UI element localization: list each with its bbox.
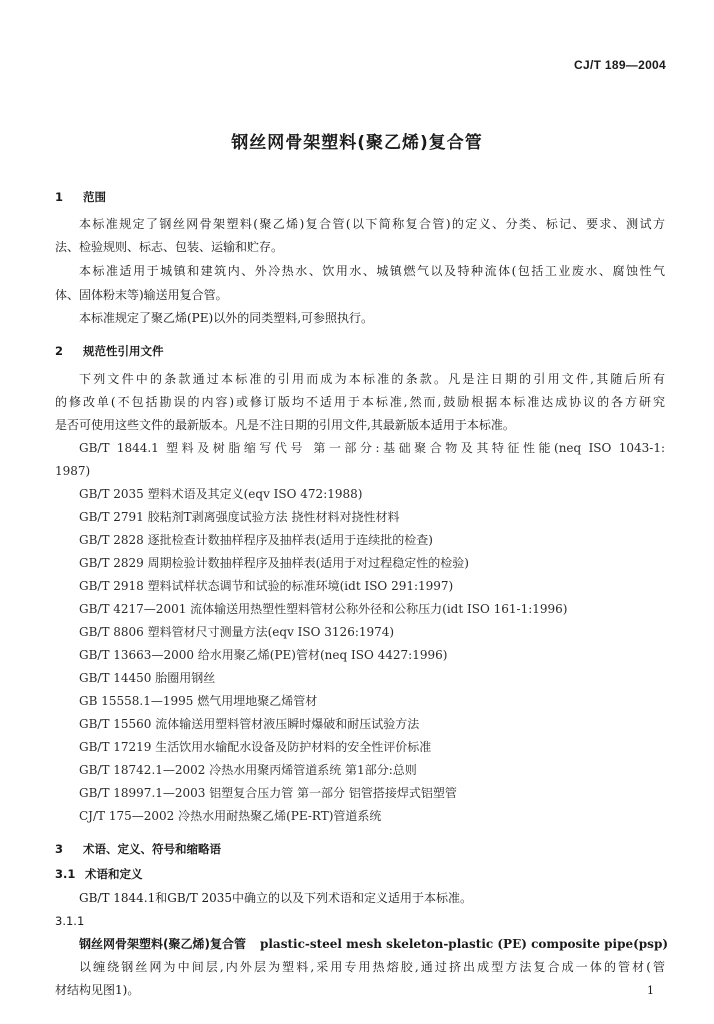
reference-item: GB/T 2035 塑料术语及其定义(eqv ISO 472:1988) bbox=[79, 487, 363, 501]
scope-paragraph-2-line-1: 本标准适用于城镇和建筑内、外冷热水、饮用水、城镇燃气以及特种流体(包括工业废水、腐蚀性气 bbox=[79, 264, 665, 278]
scope-paragraph-2-line-2: 体、固体粉末等)输送用复合管。 bbox=[55, 288, 228, 302]
reference-item: GB/T 2829 周期检验计数抽样程序及抽样表(适用于对过程稳定性的检验) bbox=[79, 556, 469, 570]
clause-number: 3.1.1 bbox=[55, 914, 85, 928]
reference-item: GB/T 4217—2001 流体输送用热塑性塑料管材公称外径和公称压力(idt ISO 161-1:1996) bbox=[79, 602, 568, 616]
section-number: 1 bbox=[55, 190, 64, 204]
scope-paragraph-1-line-2: 法、检验规则、标志、包装、运输和贮存。 bbox=[55, 240, 284, 254]
section-title: 范围 bbox=[83, 190, 106, 204]
reference-item: GB/T 2918 塑料试样状态调节和试验的标准环境(idt ISO 291:1997) bbox=[79, 579, 454, 593]
section-1-heading bbox=[55, 190, 106, 204]
term-definition-line-2: 材结构见图1)。 bbox=[55, 983, 140, 997]
reference-item: GB/T 13663—2000 给水用聚乙烯(PE)管材(neq ISO 4427:1996) bbox=[79, 648, 448, 662]
document-title: 钢丝网骨架塑料(聚乙烯)复合管 bbox=[231, 133, 483, 153]
terms-intro: GB/T 1844.1和GB/T 2035中确立的以及下列术语和定义适用于本标准。 bbox=[79, 891, 473, 905]
reference-item: GB/T 14450 胎圈用钢丝 bbox=[79, 671, 216, 685]
reference-item: GB/T 18997.1—2003 铝塑复合压力管 第一部分 铝管搭接焊式铝塑管 bbox=[79, 786, 457, 800]
term-english: plastic-steel mesh skeleton-plastic (PE) composite pipe(psp) bbox=[259, 937, 669, 951]
reference-item: GB/T 8806 塑料管材尺寸测量方法(eqv ISO 3126:1974) bbox=[79, 625, 395, 639]
section-title: 术语、定义、符号和缩略语 bbox=[83, 842, 221, 856]
reference-item: GB/T 17219 生活饮用水输配水设备及防护材料的安全性评价标准 bbox=[79, 740, 432, 754]
standard-code: CJ/T 189—2004 bbox=[574, 58, 666, 72]
reference-item-continuation: 1987) bbox=[55, 464, 91, 478]
reference-item: GB/T 15560 流体输送用塑料管材液压瞬时爆破和耐压试验方法 bbox=[79, 717, 420, 731]
reference-item: GB/T 1844.1 塑料及树脂缩写代号 第一部分:基础聚合物及其特征性能(neq ISO 1043-1: bbox=[79, 441, 665, 455]
section-2-heading bbox=[55, 344, 164, 358]
subsection-number: 3.1 bbox=[55, 867, 76, 881]
reference-item: GB/T 2791 胶粘剂T剥离强度试验方法 挠性材料对挠性材料 bbox=[79, 510, 400, 524]
term-chinese: 钢丝网骨架塑料(聚乙烯)复合管 bbox=[79, 937, 246, 951]
references-intro-line-1: 下列文件中的条款通过本标准的引用而成为本标准的条款。凡是注日期的引用文件,其随后所有 bbox=[79, 372, 665, 386]
term-definition-line-1: 以缠绕钢丝网为中间层,内外层为塑料,采用专用热熔胶,通过挤出成型方法复合成一体的管材(管 bbox=[79, 960, 665, 974]
section-number: 2 bbox=[55, 344, 64, 358]
section-3-heading bbox=[55, 842, 221, 856]
scope-paragraph-3: 本标准规定了聚乙烯(PE)以外的同类塑料,可参照执行。 bbox=[79, 311, 374, 325]
scope-paragraph-1-line-1: 本标准规定了钢丝网骨架塑料(聚乙烯)复合管(以下简称复合管)的定义、分类、标记、要求、测试方 bbox=[79, 217, 665, 231]
references-intro-line-2: 的修改单(不包括勘误的内容)或修订版均不适用于本标准,然而,鼓励根据本标准达成协议的各方研究 bbox=[55, 395, 665, 409]
page-number: 1 bbox=[647, 984, 654, 997]
reference-item: GB/T 18742.1—2002 冷热水用聚丙烯管道系统 第1部分:总则 bbox=[79, 763, 417, 777]
section-title: 规范性引用文件 bbox=[83, 344, 164, 358]
subsection-3-1-heading bbox=[55, 867, 143, 881]
reference-item: GB/T 2828 逐批检查计数抽样程序及抽样表(适用于连续批的检查) bbox=[79, 533, 433, 547]
section-number: 3 bbox=[55, 842, 64, 856]
reference-item: CJ/T 175—2002 冷热水用耐热聚乙烯(PE-RT)管道系统 bbox=[79, 809, 382, 823]
references-intro-line-3: 是否可使用这些文件的最新版本。凡是不注日期的引用文件,其最新版本适用于本标准。 bbox=[55, 418, 515, 432]
term-entry bbox=[79, 937, 668, 951]
subsection-title: 术语和定义 bbox=[85, 867, 143, 881]
reference-item: GB 15558.1—1995 燃气用埋地聚乙烯管材 bbox=[79, 694, 318, 708]
